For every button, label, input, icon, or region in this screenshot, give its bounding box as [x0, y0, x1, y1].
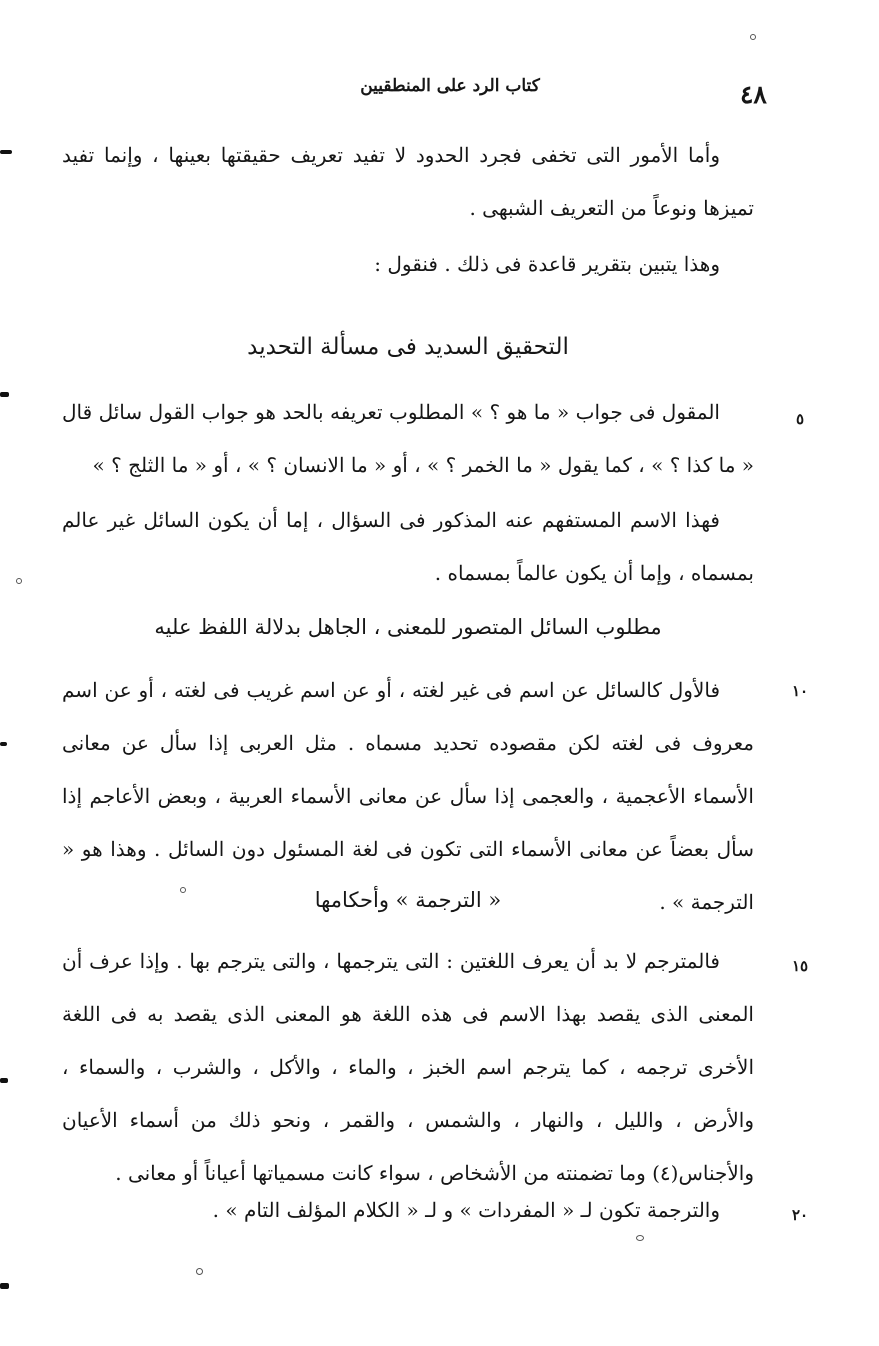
scan-edge-mark — [0, 742, 7, 746]
paragraph-4 — [62, 494, 754, 600]
paragraph-6-text: فالمترجم لا بد أن يعرف اللغتين : التى يترجمها ، والتى يترجم بها . وإذا عرف أن المعنى الذى يقصد بهذا الاسم فى هذه اللغة هو المعنى الذى يقصد به فى اللغة الأخرى ترجمه ، كما يترجم اسم الخبز ، والماء ، والأكل ، والشرب ، والسماء ، والأرض ، والليل ، والنهار ، والشمس ، والقمر ، ونحو ذلك من أسماء الأعيان والأجناس(٤) وما تضمنته من الأشخاص ، سواء كانت مسمياتها أعياناً أو معانى . — [62, 949, 755, 1185]
page-number: ٤٨ — [740, 80, 767, 109]
section-heading-tahqiq: التحقيق السديد فى مسألة التحديد — [247, 334, 569, 360]
line-number-10: ١٠ — [791, 682, 809, 700]
section-heading-matlub: مطلوب السائل المتصور للمعنى ، الجاهل بدلالة اللفظ عليه — [154, 615, 662, 639]
paragraph-3-text: المقول فى جواب « ما هو ؟ » المطلوب تعريفه بالحد هو جواب القول سائل قال « ما كذا ؟ » ، كما يقول « ما الخمر ؟ » ، أو « ما الانسان ؟ » ، أو « ما الثلج ؟ » — [62, 400, 754, 477]
paragraph-4-text: فهذا الاسم المستفهم عنه المذكور فى السؤال ، إما أن يكون السائل غير عالم بمسماه ، وإما أن يكون عالماً بمسماه . — [62, 508, 754, 585]
line-number-15: ١٥ — [791, 957, 809, 975]
scan-speck — [180, 887, 186, 893]
paragraph-1-text: وأما الأمور التى تخفى فجرد الحدود لا تفيد تعريف حقيقتها بعينها ، وإنما تفيد تميزها ونوعاً من التعريف الشبهى . — [62, 143, 754, 220]
scan-speck — [636, 1235, 644, 1241]
scan-edge-mark — [0, 1283, 9, 1289]
scan-speck — [16, 578, 22, 584]
paragraph-5-text: فالأول كالسائل عن اسم فى غير لغته ، أو عن اسم غريب فى لغته ، أو عن اسم معروف فى لغته لكن مقصوده تحديد مسماه . مثل العربى إذا سأل عن معانى الأسماء الأعجمية ، والعجمى إذا سأل عن معانى الأسماء العربية ، وبعض الأعاجم إذا سأل بعضاً عن معانى الأسماء التى تكون فى لغة المسئول دون السائل . وهذا هو « الترجمة » . — [62, 678, 754, 914]
scan-speck — [196, 1268, 203, 1275]
paragraph-7 — [62, 1184, 754, 1237]
paragraph-2 — [62, 238, 754, 291]
paragraph-1 — [62, 129, 754, 235]
running-header — [40, 70, 800, 110]
line-number-5: ٥ — [795, 410, 805, 428]
paragraph-2-text: وهذا يتبين بتقرير قاعدة فى ذلك . فنقول : — [374, 252, 720, 276]
paragraph-6 — [62, 935, 754, 1200]
scan-edge-mark — [0, 150, 12, 154]
scan-edge-mark — [0, 1078, 8, 1083]
scan-edge-mark — [0, 392, 9, 397]
scan-speck — [750, 34, 756, 40]
book-title: كتاب الرد على المنطقيين — [360, 76, 540, 96]
line-number-20: ٢٠ — [791, 1206, 809, 1224]
section-heading-tarjama: « الترجمة » وأحكامها — [314, 888, 502, 912]
paragraph-7-text: والترجمة تكون لـ « المفردات » و لـ « الكلام المؤلف التام » . — [212, 1198, 720, 1222]
paragraph-3 — [62, 386, 754, 492]
